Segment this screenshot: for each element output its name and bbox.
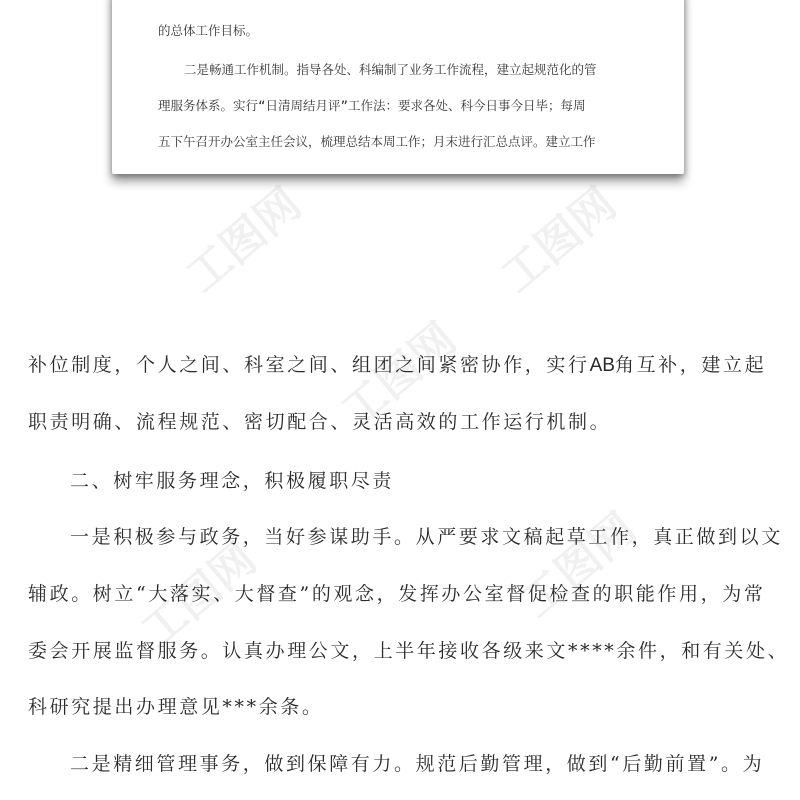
- card-text-line: 的总体工作目标。: [158, 23, 259, 38]
- paragraph-line: 二是精细管理事务，做到保障有力。规范后勤管理，做到“后勤前置”。为: [70, 753, 765, 775]
- paragraph-line: 一是积极参与政务，当好参谋助手。从严要求文稿起草工作，真正做到以文: [70, 526, 783, 548]
- paragraph-line: 职责明确、流程规范、密切配合、灵活高效的工作运行机制。: [28, 411, 612, 433]
- paragraph-line: 辅政。树立“大落实、大督查”的观念，发挥办公室督促检查的职能作用，为常: [28, 583, 766, 605]
- card-text-line: 二是畅通工作机制。指导各处、科编制了业务工作流程，建立起规范化的管: [184, 62, 597, 77]
- card-text-line: 理服务体系。实行“日清周结月评”工作法：要求各处、科今日事今日毕；每周: [158, 98, 586, 113]
- watermark: 工图网: [492, 179, 626, 302]
- paragraph-line: 科研究提出办理意见***余条。: [28, 696, 324, 718]
- text-span: 角互补，建立起: [614, 354, 767, 376]
- watermark: 工图网: [177, 179, 311, 302]
- paragraph-line: [28, 350, 766, 377]
- watermark: 工图网: [132, 534, 266, 657]
- watermark: 工图网: [332, 314, 466, 437]
- page-excerpt-card: [112, 0, 684, 174]
- text-span: 补位制度，个人之间、科室之间、组团之间紧密协作，实行: [28, 354, 590, 376]
- card-text-line: 五下午召开办公室主任会议，梳理总结本周工作；月末进行汇总点评。建立工作: [158, 134, 596, 149]
- section-heading: 二、树牢服务理念，积极履职尽责: [70, 470, 395, 492]
- text-span: AB: [589, 355, 615, 376]
- paragraph-line: 委会开展监督服务。认真办理公文，上半年接收各级来文****余件，和有关处、: [28, 640, 790, 662]
- watermark: 工图网: [512, 504, 646, 627]
